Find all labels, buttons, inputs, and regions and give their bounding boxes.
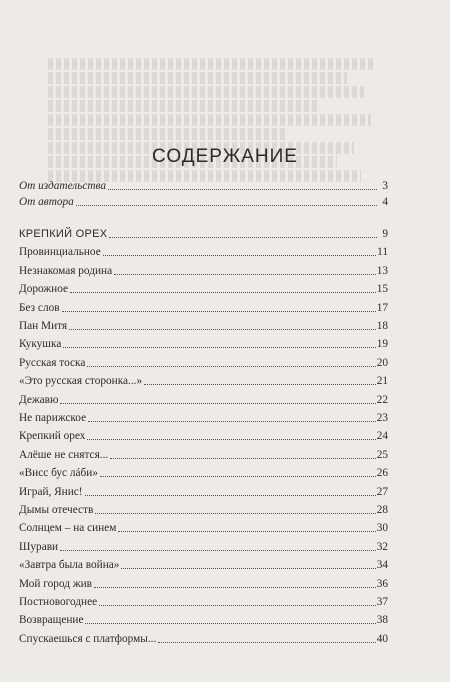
toc-entry-page-number: 11	[377, 246, 388, 259]
toc-entry	[19, 484, 388, 500]
toc-entry-page-number: 28	[376, 504, 388, 516]
toc-entry-title: «Это русская сторонка...»	[19, 375, 143, 388]
toc-entry-page-number: 30	[376, 522, 388, 535]
toc-entry-page-number: 22	[376, 393, 388, 406]
toc-entry	[19, 336, 388, 352]
dot-leader	[85, 484, 376, 496]
toc-entry-title: От автора	[19, 196, 74, 208]
dot-leader	[114, 263, 376, 275]
dot-leader	[88, 410, 376, 422]
toc-entry-page-number: 21	[376, 375, 388, 388]
dot-leader	[60, 539, 376, 551]
toc-entry-page-number: 15	[376, 283, 388, 296]
toc-entry-page-number: 13	[376, 264, 388, 277]
toc-entry	[19, 178, 388, 194]
toc-entry-title: «Завтра была война»	[19, 559, 120, 572]
toc-entry-title: Русская тоска	[19, 356, 86, 369]
dot-leader	[110, 447, 375, 459]
dot-leader	[121, 557, 375, 569]
toc-entry	[19, 194, 388, 210]
toc-entry-page-number: 24	[376, 430, 388, 443]
dot-leader	[76, 194, 377, 206]
toc-entry-page-number: 23	[376, 412, 388, 424]
dot-leader	[70, 281, 376, 293]
dot-leader	[100, 465, 376, 477]
dot-leader	[95, 502, 375, 514]
toc-entry-title: От издательства	[19, 180, 107, 192]
toc-entry-page-number: 34	[376, 559, 388, 572]
dot-leader	[85, 612, 375, 624]
toc-section-heading	[19, 226, 388, 242]
dot-leader	[87, 355, 375, 367]
toc-entry-page-number: 4	[382, 196, 388, 208]
toc-entry	[19, 428, 388, 444]
toc-entry	[19, 539, 388, 555]
toc-entry-page-number: 25	[376, 448, 388, 461]
toc-entry	[19, 244, 388, 260]
toc-entry	[19, 281, 388, 297]
toc-entry-title: Дежавю	[19, 393, 59, 406]
toc-entry-page-number: 26	[376, 467, 388, 480]
toc-entry-page-number: 40	[376, 632, 388, 645]
toc-entry	[19, 263, 388, 279]
toc-entry-page-number: 38	[376, 614, 388, 627]
toc-entry-title: Пан Митя	[19, 320, 68, 332]
toc-entry-page-number: 18	[376, 320, 388, 332]
dot-leader	[118, 520, 375, 532]
toc-entry	[19, 410, 388, 426]
toc-entry-page-number: 17	[376, 301, 388, 314]
toc-entry	[19, 355, 388, 371]
dot-leader	[103, 244, 376, 256]
toc-entry-title: Кукушка	[19, 338, 62, 351]
toc-entry	[19, 594, 388, 610]
toc-entry-title: Дымы отечеств	[19, 504, 94, 516]
toc-entry-page-number: 9	[382, 228, 388, 240]
dot-leader	[62, 300, 376, 312]
toc-entry	[19, 318, 388, 334]
toc-entry-title: Постновогоднее	[19, 596, 98, 608]
toc-entry-title: Шурави	[19, 540, 59, 553]
dot-leader	[144, 373, 376, 385]
toc-entry	[19, 465, 388, 481]
toc-entry-title: Возвращение	[19, 614, 84, 627]
toc-entry	[19, 557, 388, 573]
show-through-text	[48, 58, 388, 198]
toc-entry	[19, 502, 388, 518]
toc-entry-page-number: 32	[376, 540, 388, 553]
toc-entry	[19, 447, 388, 463]
page-title: СОДЕРЖАНИЕ	[152, 146, 298, 167]
toc-entry	[19, 631, 388, 647]
toc-entry-page-number: 36	[376, 577, 388, 590]
toc-entry-title: «Висс бус лáби»	[19, 467, 98, 480]
toc-entry-title: Не парижское	[19, 412, 87, 424]
dot-leader	[60, 392, 375, 404]
toc-entry	[19, 392, 388, 408]
toc-entry-title: Дорожное	[19, 283, 69, 296]
toc-entry-title: Провинциальное	[19, 246, 101, 259]
toc-entry-title: Спускаешься с платформы...	[19, 632, 157, 645]
toc-entry-title: Солнцем – на синем	[19, 522, 117, 535]
dot-leader	[109, 226, 377, 238]
toc-entry-title: Незнакомая родина	[19, 264, 113, 277]
toc-entry-title: Алёше не снятся...	[19, 448, 109, 461]
dot-leader	[94, 576, 376, 588]
toc-entry-title: КРЕПКИЙ ОРЕХ	[19, 228, 108, 240]
dot-leader	[108, 178, 377, 190]
toc-entry	[19, 576, 388, 592]
dot-leader	[63, 336, 375, 348]
toc-entry-title: Играй, Янис!	[19, 485, 83, 498]
toc-entry-page-number: 37	[376, 596, 388, 608]
dot-leader	[99, 594, 376, 606]
toc-entry-page-number: 27	[376, 485, 388, 498]
toc-entry	[19, 520, 388, 536]
toc-entry-page-number: 20	[376, 356, 388, 369]
toc-entry-title: Без слов	[19, 301, 60, 314]
dot-leader	[87, 428, 375, 440]
toc-entry-page-number: 3	[382, 180, 388, 192]
toc-entry-title: Мой город жив	[19, 577, 93, 590]
toc-entry-title: Крепкий орех	[19, 430, 86, 443]
toc-entry	[19, 612, 388, 628]
dot-leader	[69, 318, 376, 330]
toc-entry	[19, 373, 388, 389]
toc-entry-page-number: 19	[376, 338, 388, 351]
dot-leader	[158, 631, 375, 643]
toc-entry	[19, 300, 388, 316]
